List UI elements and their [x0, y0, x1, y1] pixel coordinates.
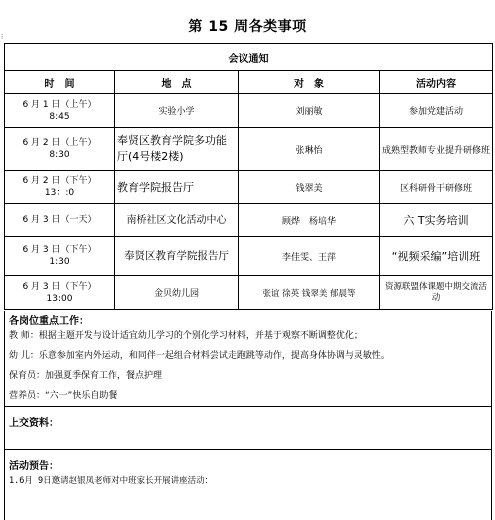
- place-cell: 奉贤区教育学院多功能厅(4号楼2楼): [115, 128, 239, 171]
- place-cell: 实验小学: [115, 94, 239, 128]
- people-cell: 顾烨 杨培华: [239, 204, 380, 237]
- time-text: 1:30: [49, 257, 70, 267]
- column-header-time: 时 间: [5, 71, 115, 94]
- people-cell: 钱翠美: [239, 171, 380, 204]
- column-header-content: 活动内容: [380, 71, 493, 94]
- date-text: 6 月 2 日（上午）: [22, 138, 97, 148]
- column-header-people: 对 象: [239, 71, 380, 94]
- activity-preview-heading: 活动预告：: [9, 461, 59, 472]
- work-focus-caregiver: 保育员：加强夏季保育工作，餐点护理: [9, 371, 163, 381]
- table-row: [5, 94, 493, 128]
- work-focus-nutritionist: 营养员：“六一”快乐自助餐: [9, 391, 118, 401]
- table-row: [5, 276, 493, 310]
- date-text: 6 月 1 日（上午）: [22, 99, 97, 110]
- date-text: 6 月 3 日（下午）: [22, 245, 97, 255]
- activity-preview-section: [4, 449, 492, 520]
- people-cell: 李佳雯、王萍: [239, 237, 380, 276]
- table-row: [5, 204, 493, 237]
- activity-preview-item: 1.6月 9日邀请赵银凤老师对中班家长开展讲座活动：: [9, 476, 214, 486]
- time-text: 13：:0: [44, 188, 75, 198]
- place-cell: 教育学院报告厅: [115, 171, 239, 204]
- people-cell: 张谊 徐英 钱翠美 郁晨等: [239, 276, 380, 310]
- submit-materials-section: [4, 406, 492, 450]
- time-cell: [5, 94, 115, 128]
- content-cell: 参加党建活动: [380, 94, 493, 128]
- date-text: 6 月 3 日（一天）: [22, 215, 97, 225]
- table-row: [5, 171, 493, 204]
- content-cell: 六 T实务培训: [380, 204, 493, 237]
- column-header-place: 地 点: [115, 71, 239, 94]
- content-cell: 区科研骨干研修班: [380, 171, 493, 204]
- time-cell: [5, 276, 115, 310]
- people-cell: 刘丽敏: [239, 94, 380, 128]
- content-cell: “视频采编”培训班: [380, 237, 493, 276]
- time-text: 8:30: [49, 150, 70, 160]
- date-text: 6 月 2 日（下午）: [22, 176, 97, 186]
- meeting-notice-header: 会议通知: [5, 44, 493, 71]
- work-focus-children: 幼 儿：乐意参加室内外运动，和同伴一起组合材料尝试走跑跳等动作，提高身体协调与灵敏性。: [9, 351, 390, 361]
- people-cell: 张琳怡: [239, 128, 380, 171]
- work-focus-section: [4, 311, 492, 407]
- time-cell: [5, 237, 115, 276]
- content-cell: 资源联盟体课题中期交流活动: [380, 276, 493, 310]
- page-title: 第 15 周各类事项: [188, 19, 307, 35]
- work-focus-heading: 各岗位重点工作：: [9, 316, 89, 327]
- place-cell: 金贝幼儿园: [115, 276, 239, 310]
- content-cell: 成熟型教师专业提升研修班: [380, 128, 493, 171]
- table-move-handle-icon[interactable]: ⁝: [1, 33, 4, 41]
- place-cell: 南桥社区文化活动中心: [115, 204, 239, 237]
- place-cell: 奉贤区教育学院报告厅: [115, 237, 239, 276]
- time-cell: [5, 171, 115, 204]
- date-text: 6 月 3 日（下午）: [22, 281, 97, 292]
- meeting-notice-table: [4, 43, 493, 310]
- work-focus-teacher: 教 师：根据主题开发与设计适宜幼儿学习的个别化学习材料，并基于观察不断调整优化；: [9, 331, 363, 341]
- submit-materials-heading: 上交资料：: [9, 418, 59, 429]
- time-cell: [5, 204, 115, 237]
- time-text: 8:45: [49, 111, 70, 122]
- table-row: [5, 128, 493, 171]
- time-cell: [5, 128, 115, 171]
- time-text: 13:00: [46, 293, 73, 304]
- table-row: [5, 237, 493, 276]
